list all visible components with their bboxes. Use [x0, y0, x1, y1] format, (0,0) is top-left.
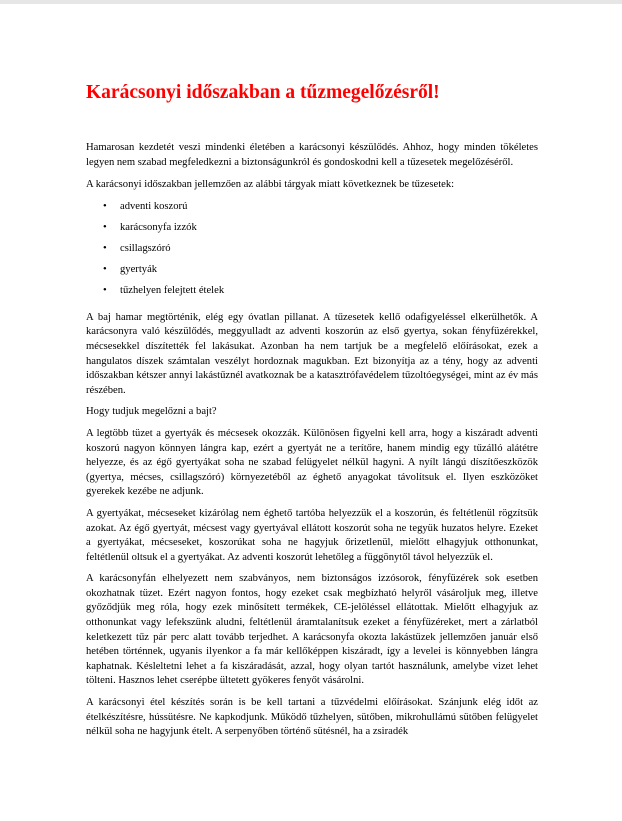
list-item-text: karácsonyfa izzók [120, 221, 197, 233]
viewer-top-bar [0, 0, 622, 4]
bullet-icon: • [103, 200, 107, 212]
bullet-icon: • [103, 284, 107, 296]
list-item-text: adventi koszorú [120, 200, 188, 212]
list-intro-paragraph: A karácsonyi időszakban jellemzően az alábbi tárgyak miatt következnek be tűzesetek: [86, 179, 455, 191]
list-item-text: csillagszóró [120, 242, 171, 254]
body-paragraph: A gyertyákat, mécseseket kizárólag nem éghető tartóba helyezzük el a koszorún, és feltétlenül rögzítsük azokat. Az égő gyertyát, mécsest vagy gyertyával ellátott koszorút soha ne tegyük huzatos helyre. Ezeket a gyertyákat, mécseseket, koszorúkat soha ne hagyjuk őrizetlenül, mielőtt elhagyjuk otthonunkat, feltétlenül oltsuk el a gyertyákat. Az adventi koszorút lehetőleg a függönytől távol helyezzük el. [86, 507, 538, 563]
hazard-list [86, 200, 538, 305]
list-item [86, 242, 538, 263]
list-item [86, 284, 538, 305]
list-item [86, 263, 538, 284]
bullet-icon: • [103, 263, 107, 275]
list-item [86, 221, 538, 242]
body-paragraph: A karácsonyi étel készítés során is be kell tartani a tűzvédelmi előírásokat. Szánjunk elég időt az ételkészítésre, hússütésre. Ne kapkodjunk. Működő tűzhelyen, sütőben, mikrohullámú sütőben felügyelet nélkül soha ne hagyjunk ételt. A serpenyőben történő sütésnél, ha a zsiradék [86, 697, 538, 738]
list-item-text: tűzhelyen felejtett ételek [120, 284, 225, 296]
body-paragraph: A baj hamar megtörténik, elég egy óvatlan pillanat. A tűzesetek kellő odafigyeléssel elkerülhetők. A karácsonyra való készülődés, meggyulladt az adventi koszorún az első gyertya, sokan fényfüzérekkel, mécsesekkel díszítették fel lakásukat. Azonban ha nem tartjuk be a megfelelő előírásokat, ezek a hangulatos díszek számtalan veszélyt hordoznak magukban. Ezt bizonyítja az a tény, hogy az adventi időszakban kétszer annyi lakástűznél avatkoznak be a katasztrófavédelem tűzoltóegységei, mint az év más részében. [86, 311, 538, 396]
page-title: Karácsonyi időszakban a tűzmegelőzésről! [86, 82, 440, 103]
list-item [86, 200, 538, 221]
list-item-text: gyertyák [120, 263, 158, 275]
bullet-icon: • [103, 242, 107, 254]
body-paragraph: A karácsonyfán elhelyezett nem szabványos, nem biztonságos izzósorok, fényfüzérek sok esetben okozhatnak tüzet. Ezért nagyon fontos, hogy ezeket csak megbízható helyről vásároljuk meg, illetve győződjük meg róla, hogy ezek minősített termékek, CE-jelöléssel ellátottak. Mielőtt elhagyjuk az otthonunkat vagy lefekszünk aludni, feltétlenül áramtalanítsuk ezeket a fényfüzéreket, mert a zárlatból keletkezett tűz pár perc alatt tovább terjedhet. A karácsonyfa okozta lakástüzek jellemzően január első hetében történnek, ugyanis ilyenkor a fa már kellőképpen kiszáradt, így a levelei is könnyebben lángra kaphatnak. Késleltetni lehet a fa kiszáradását, azzal, hogy olyan tartót használunk, amelybe vizet lehet tölteni. Hasznos lehet cserépbe ültetett gyökeres fenyőt vásárolni. [86, 573, 538, 687]
bullet-icon: • [103, 221, 107, 233]
question-heading: Hogy tudjuk megelőzni a bajt? [86, 406, 217, 418]
document-body [86, 141, 538, 747]
intro-paragraph: Hamarosan kezdetét veszi mindenki életében a karácsonyi készülődés. Ahhoz, hogy minden tökéletes legyen nem szabad megfeledkezni a biztonságunkról és gondoskodni kell a tűzesetek megelőzéséről. [86, 142, 538, 168]
body-paragraph: A legtöbb tüzet a gyertyák és mécsesek okozzák. Különösen figyelni kell arra, hogy a kiszáradt adventi koszorú nagyon könnyen lángra kap, ezért a gyertyát ne a terítőre, hanem mindig egy tűzálló alátétre helyezze, és az égő gyertyákat soha ne szabad felügyelet nélkül hagyni. A nyílt lángú díszítőeszközök (gyertya, mécses, csillagszóró) környezetéből az éghető anyagokat távolítsuk el. Ilyen eszközöket gyerekek kezébe ne adjunk. [86, 427, 538, 498]
